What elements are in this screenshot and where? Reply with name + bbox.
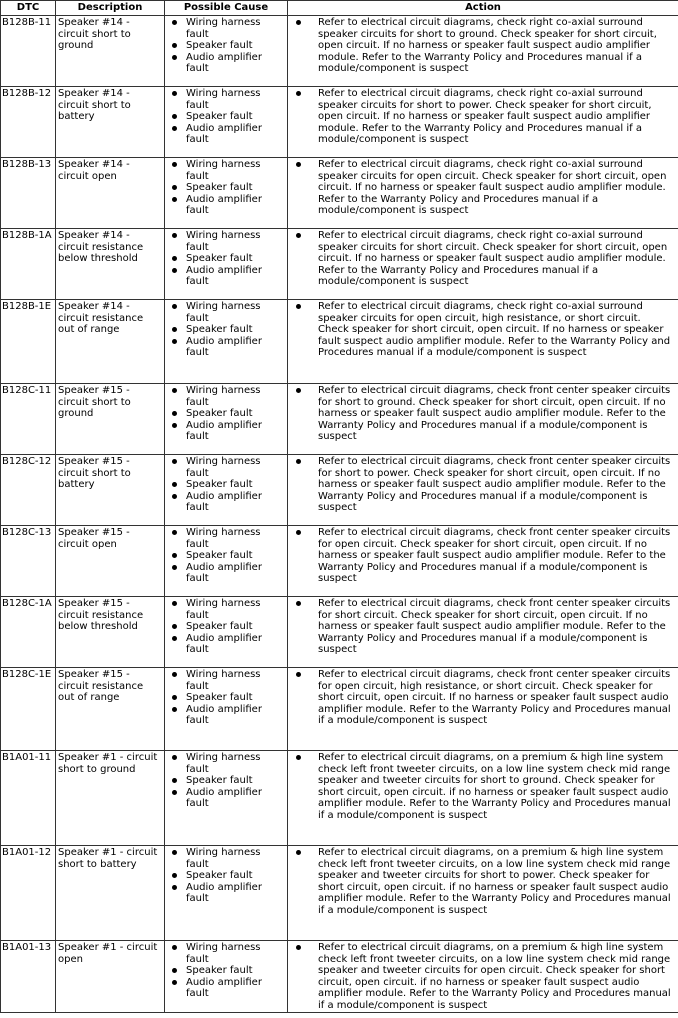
possible-cause-cell xyxy=(165,158,288,229)
possible-cause-item: Speaker fault xyxy=(167,40,285,52)
action-cell xyxy=(288,229,678,300)
action-cell xyxy=(288,846,678,941)
possible-cause-list xyxy=(167,669,285,727)
action-item: Refer to electrical circuit diagrams, on a premium & high line system check left front tweeter circuits, on a low line system check mid range speaker and tweeter circuits for short to power. Check speaker for short circuit, open circuit. if no harness or speaker fault suspect audio amplifier module. Refer to the Warranty Policy and Procedures manual if a module/component is suspect xyxy=(290,847,676,916)
dtc-code: B128C-1E xyxy=(1,668,56,751)
action-cell xyxy=(288,751,678,846)
action-list xyxy=(290,598,676,656)
possible-cause-item: Speaker fault xyxy=(167,775,285,787)
possible-cause-item: Audio amplifier fault xyxy=(167,265,285,288)
possible-cause-cell xyxy=(165,526,288,597)
dtc-code: B128C-11 xyxy=(1,384,56,455)
possible-cause-item: Speaker fault xyxy=(167,550,285,562)
table-row xyxy=(1,158,678,229)
possible-cause-item: Wiring harness fault xyxy=(167,456,285,479)
table-row xyxy=(1,87,678,158)
action-item: Refer to electrical circuit diagrams, check front center speaker circuits for short circuit. Check speaker for short circuit, open circuit. If no harness or speaker fault suspect audio amplifier module. Refer to the Warranty Policy and Procedures manual if a module/component is suspect xyxy=(290,598,676,656)
possible-cause-item: Wiring harness fault xyxy=(167,847,285,870)
possible-cause-item: Wiring harness fault xyxy=(167,88,285,111)
action-list xyxy=(290,456,676,514)
possible-cause-item: Audio amplifier fault xyxy=(167,491,285,514)
possible-cause-cell xyxy=(165,668,288,751)
possible-cause-item: Wiring harness fault xyxy=(167,159,285,182)
possible-cause-item: Audio amplifier fault xyxy=(167,562,285,585)
action-cell xyxy=(288,526,678,597)
possible-cause-item: Speaker fault xyxy=(167,324,285,336)
possible-cause-item: Wiring harness fault xyxy=(167,669,285,692)
table-row xyxy=(1,384,678,455)
dtc-description: Speaker #1 - circuit short to battery xyxy=(56,846,165,941)
possible-cause-item: Audio amplifier fault xyxy=(167,52,285,75)
dtc-code: B1A01-12 xyxy=(1,846,56,941)
dtc-description: Speaker #15 - circuit short to ground xyxy=(56,384,165,455)
action-item: Refer to electrical circuit diagrams, check right co-axial surround speaker circuits for short to power. Check speaker for short circuit, open circuit. If no harness or speaker fault suspect audio amplifier module. Refer to the Warranty Policy and Procedures manual if a module/component is suspect xyxy=(290,88,676,146)
possible-cause-cell xyxy=(165,751,288,846)
possible-cause-list xyxy=(167,159,285,217)
table-row xyxy=(1,300,678,384)
dtc-description: Speaker #1 - circuit open xyxy=(56,941,165,1013)
possible-cause-cell xyxy=(165,384,288,455)
possible-cause-item: Audio amplifier fault xyxy=(167,194,285,217)
possible-cause-list xyxy=(167,301,285,359)
table-body xyxy=(1,16,678,1013)
possible-cause-list xyxy=(167,88,285,146)
possible-cause-cell xyxy=(165,455,288,526)
possible-cause-item: Speaker fault xyxy=(167,111,285,123)
dtc-code: B128C-13 xyxy=(1,526,56,597)
possible-cause-cell xyxy=(165,16,288,87)
dtc-description: Speaker #14 - circuit resistance out of range xyxy=(56,300,165,384)
possible-cause-item: Audio amplifier fault xyxy=(167,977,285,1000)
possible-cause-item: Audio amplifier fault xyxy=(167,787,285,810)
header-possible-cause: Possible Cause xyxy=(165,1,288,16)
action-cell xyxy=(288,455,678,526)
possible-cause-item: Audio amplifier fault xyxy=(167,704,285,727)
action-cell xyxy=(288,87,678,158)
possible-cause-cell xyxy=(165,300,288,384)
possible-cause-item: Audio amplifier fault xyxy=(167,336,285,359)
dtc-description: Speaker #15 - circuit resistance out of range xyxy=(56,668,165,751)
action-list xyxy=(290,88,676,146)
possible-cause-cell xyxy=(165,229,288,300)
action-list xyxy=(290,385,676,443)
dtc-description: Speaker #15 - circuit short to battery xyxy=(56,455,165,526)
header-action: Action xyxy=(288,1,678,16)
dtc-code: B128B-11 xyxy=(1,16,56,87)
possible-cause-list xyxy=(167,847,285,905)
possible-cause-list xyxy=(167,385,285,443)
possible-cause-list xyxy=(167,527,285,585)
dtc-code: B1A01-13 xyxy=(1,941,56,1013)
action-list xyxy=(290,669,676,727)
dtc-code: B128B-12 xyxy=(1,87,56,158)
possible-cause-list xyxy=(167,230,285,288)
possible-cause-item: Audio amplifier fault xyxy=(167,420,285,443)
possible-cause-cell xyxy=(165,846,288,941)
action-item: Refer to electrical circuit diagrams, on a premium & high line system check left front tweeter circuits, on a low line system check mid range speaker and tweeter circuits for open circuit. Check speaker for short circuit, open circuit. if no harness or speaker fault suspect audio amplifier module. Refer to the Warranty Policy and Procedures manual if a module/component is suspect xyxy=(290,942,676,1011)
action-cell xyxy=(288,384,678,455)
action-list xyxy=(290,942,676,1011)
action-list xyxy=(290,847,676,916)
possible-cause-item: Wiring harness fault xyxy=(167,17,285,40)
possible-cause-item: Speaker fault xyxy=(167,408,285,420)
possible-cause-list xyxy=(167,456,285,514)
possible-cause-item: Speaker fault xyxy=(167,870,285,882)
possible-cause-item: Speaker fault xyxy=(167,253,285,265)
table-row xyxy=(1,846,678,941)
possible-cause-item: Speaker fault xyxy=(167,692,285,704)
action-cell xyxy=(288,158,678,229)
possible-cause-list xyxy=(167,598,285,656)
possible-cause-list xyxy=(167,17,285,75)
action-list xyxy=(290,17,676,75)
action-item: Refer to electrical circuit diagrams, check right co-axial surround speaker circuits for short to ground. Check speaker for short circuit, open circuit. If no harness or speaker fault suspect audio amplifier module. Refer to the Warranty Policy and Procedures manual if a module/component is suspect xyxy=(290,17,676,75)
possible-cause-cell xyxy=(165,87,288,158)
action-item: Refer to electrical circuit diagrams, on a premium & high line system check left front tweeter circuits, on a low line system check mid range speaker and tweeter circuits for short to ground. Check speaker for short circuit, open circuit. if no harness or speaker fault suspect audio amplifier module. Refer to the Warranty Policy and Procedures manual if a module/component is suspect xyxy=(290,752,676,821)
possible-cause-item: Speaker fault xyxy=(167,479,285,491)
dtc-code: B128C-12 xyxy=(1,455,56,526)
action-list xyxy=(290,527,676,585)
action-item: Refer to electrical circuit diagrams, check right co-axial surround speaker circuits for short circuit. Check speaker for short circuit, open circuit. If no harness or speaker fault suspect audio amplifier module. Refer to the Warranty Policy and Procedures manual if a module/component is suspect xyxy=(290,230,676,288)
possible-cause-item: Audio amplifier fault xyxy=(167,123,285,146)
dtc-description: Speaker #14 - circuit short to ground xyxy=(56,16,165,87)
header-dtc: DTC xyxy=(1,1,56,16)
possible-cause-cell xyxy=(165,941,288,1013)
dtc-code: B128B-1E xyxy=(1,300,56,384)
table-header-row xyxy=(1,1,678,16)
table-row xyxy=(1,668,678,751)
possible-cause-item: Wiring harness fault xyxy=(167,752,285,775)
dtc-description: Speaker #15 - circuit open xyxy=(56,526,165,597)
header-description: Description xyxy=(56,1,165,16)
possible-cause-item: Wiring harness fault xyxy=(167,385,285,408)
possible-cause-item: Wiring harness fault xyxy=(167,598,285,621)
action-list xyxy=(290,230,676,288)
action-cell xyxy=(288,597,678,668)
table-row xyxy=(1,229,678,300)
possible-cause-item: Speaker fault xyxy=(167,965,285,977)
dtc-code: B1A01-11 xyxy=(1,751,56,846)
dtc-description: Speaker #1 - circuit short to ground xyxy=(56,751,165,846)
dtc-description: Speaker #14 - circuit short to battery xyxy=(56,87,165,158)
action-list xyxy=(290,301,676,359)
action-item: Refer to electrical circuit diagrams, check front center speaker circuits for short to power. Check speaker for short circuit, open circuit. If no harness or speaker fault suspect audio amplifier module. Refer to the Warranty Policy and Procedures manual if a module/component is suspect xyxy=(290,456,676,514)
action-cell xyxy=(288,300,678,384)
dtc-code: B128B-13 xyxy=(1,158,56,229)
table-row xyxy=(1,751,678,846)
action-cell xyxy=(288,668,678,751)
dtc-description: Speaker #14 - circuit resistance below threshold xyxy=(56,229,165,300)
action-list xyxy=(290,159,676,217)
possible-cause-list xyxy=(167,942,285,1000)
possible-cause-item: Audio amplifier fault xyxy=(167,882,285,905)
action-list xyxy=(290,752,676,821)
action-item: Refer to electrical circuit diagrams, check right co-axial surround speaker circuits for open circuit, high resistance, or short circuit. Check speaker for short circuit, open circuit. If no harness or speaker fault suspect audio amplifier module. Refer to the Warranty Policy and Procedures manual if a module/component is suspect xyxy=(290,301,676,359)
table-row xyxy=(1,597,678,668)
possible-cause-item: Speaker fault xyxy=(167,182,285,194)
dtc-code: B128C-1A xyxy=(1,597,56,668)
action-cell xyxy=(288,16,678,87)
possible-cause-cell xyxy=(165,597,288,668)
action-item: Refer to electrical circuit diagrams, check front center speaker circuits for open circuit. Check speaker for short circuit, open circuit. If no harness or speaker fault suspect audio amplifier module. Refer to the Warranty Policy and Procedures manual if a module/component is suspect xyxy=(290,527,676,585)
table-row xyxy=(1,455,678,526)
possible-cause-item: Wiring harness fault xyxy=(167,301,285,324)
dtc-code: B128B-1A xyxy=(1,229,56,300)
action-item: Refer to electrical circuit diagrams, check right co-axial surround speaker circuits for open circuit. Check speaker for short circuit, open circuit. If no harness or speaker fault suspect audio amplifier module. Refer to the Warranty Policy and Procedures manual if a module/component is suspect xyxy=(290,159,676,217)
dtc-description: Speaker #14 - circuit open xyxy=(56,158,165,229)
action-item: Refer to electrical circuit diagrams, check front center speaker circuits for open circuit, high resistance, or short circuit. Check speaker for short circuit, open circuit. If no harness or speaker fault suspect audio amplifier module. Refer to the Warranty Policy and Procedures manual if a module/component is suspect xyxy=(290,669,676,727)
table-row xyxy=(1,16,678,87)
possible-cause-item: Wiring harness fault xyxy=(167,942,285,965)
possible-cause-item: Wiring harness fault xyxy=(167,527,285,550)
action-cell xyxy=(288,941,678,1013)
possible-cause-item: Speaker fault xyxy=(167,621,285,633)
table-row xyxy=(1,941,678,1013)
dtc-description: Speaker #15 - circuit resistance below threshold xyxy=(56,597,165,668)
action-item: Refer to electrical circuit diagrams, check front center speaker circuits for short to ground. Check speaker for short circuit, open circuit. If no harness or speaker fault suspect audio amplifier module. Refer to the Warranty Policy and Procedures manual if a module/component is suspect xyxy=(290,385,676,443)
possible-cause-list xyxy=(167,752,285,810)
possible-cause-item: Audio amplifier fault xyxy=(167,633,285,656)
table-row xyxy=(1,526,678,597)
possible-cause-item: Wiring harness fault xyxy=(167,230,285,253)
